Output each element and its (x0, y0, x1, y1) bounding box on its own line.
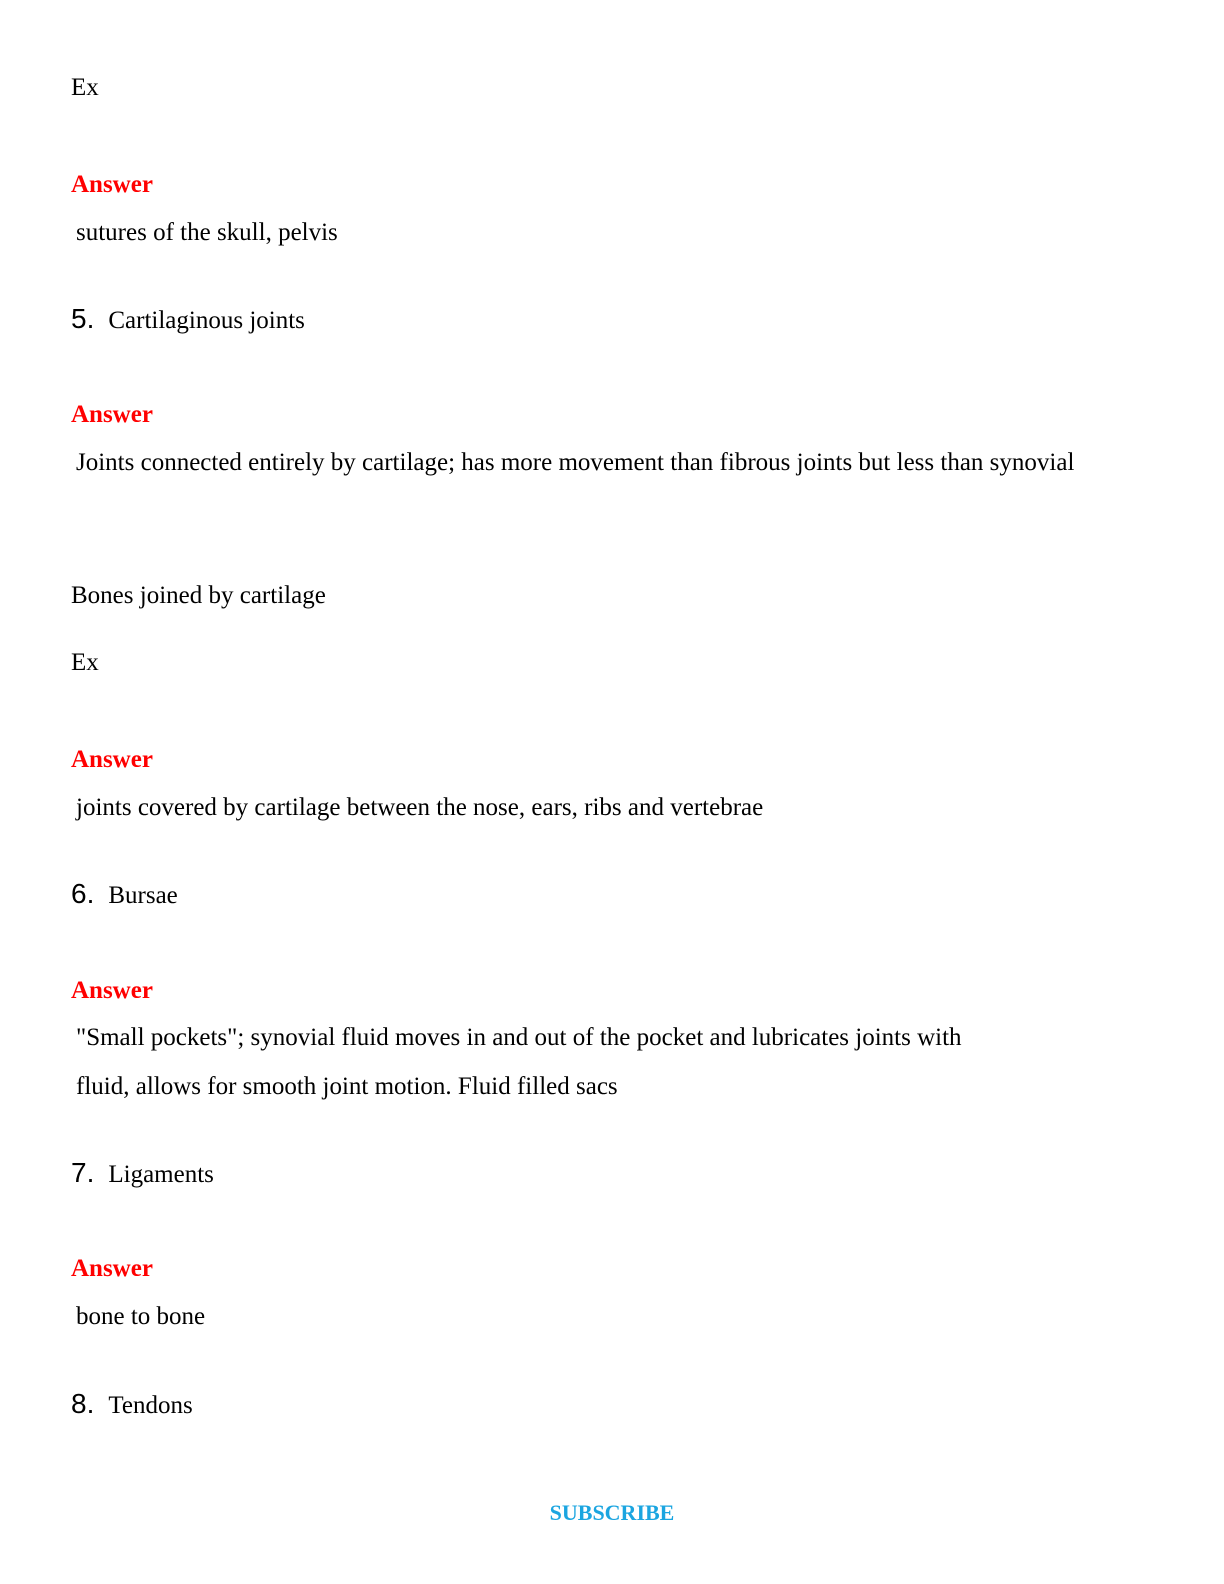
answer-text: joints covered by cartilage between the nose, ears, ribs and vertebrae (76, 794, 764, 821)
question-text: Ligaments (108, 1161, 214, 1188)
answer-label: Answer (71, 746, 153, 773)
question-number: 7. (71, 1157, 95, 1188)
answer-label: Answer (71, 977, 153, 1004)
question-6 (71, 869, 1151, 920)
question-text: Cartilaginous joints (108, 307, 305, 334)
example-label: Ex (71, 649, 99, 676)
answer-label: Answer (71, 401, 153, 428)
question-text: Bursae (108, 882, 178, 909)
body-text: Bones joined by cartilage (71, 582, 326, 609)
answer-label: Answer (71, 171, 153, 198)
question-number: 5. (71, 303, 95, 334)
question-number: 6. (71, 878, 95, 909)
question-7 (71, 1148, 1151, 1199)
question-number: 8. (71, 1388, 95, 1419)
answer-text: "Small pockets"; synovial fluid moves in and out of the pocket and lubricates joints with fluid, allows for smooth joint motion. Fluid filled sacs (76, 1024, 962, 1100)
answer-label: Answer (71, 1255, 153, 1282)
example-label: Ex (71, 74, 99, 101)
question-text: Tendons (108, 1392, 193, 1419)
question-8 (71, 1379, 1151, 1430)
subscribe-link[interactable]: SUBSCRIBE (549, 1500, 675, 1525)
question-5 (71, 294, 1151, 345)
answer-text: bone to bone (76, 1303, 206, 1330)
answer-text: Joints connected entirely by cartilage; has more movement than fibrous joints but less than synovial (76, 449, 1075, 476)
answer-text: sutures of the skull, pelvis (76, 219, 338, 246)
